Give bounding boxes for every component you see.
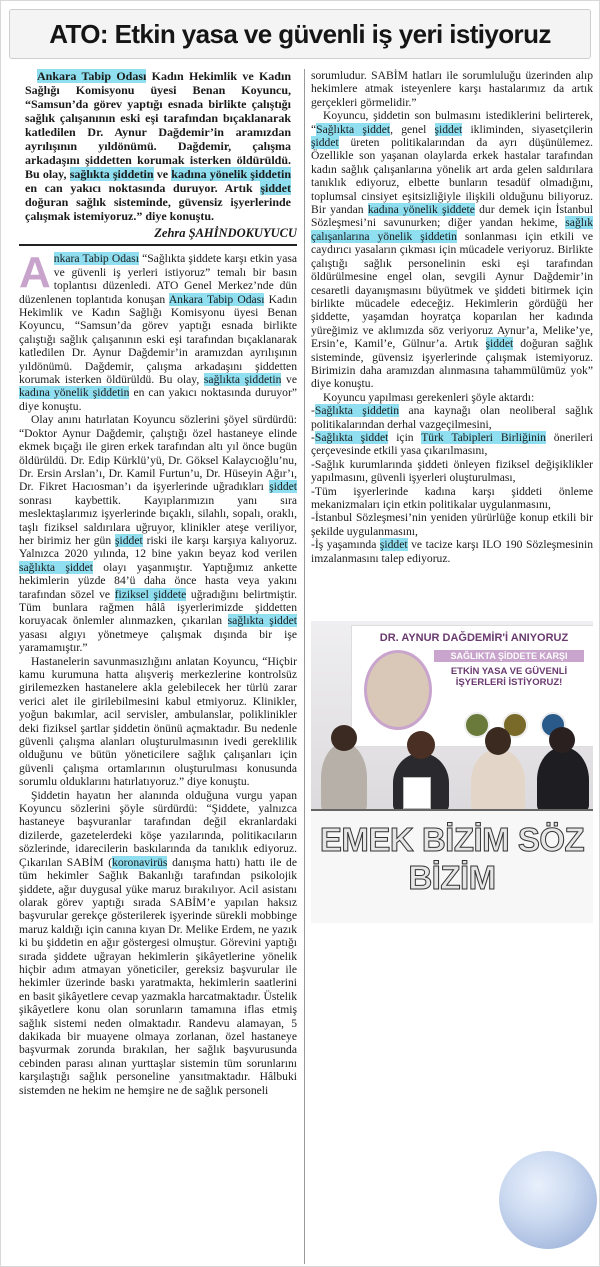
byline: Zehra ŞAHİNDOKUYUCU (154, 226, 297, 240)
body-paragraph-5: sorumludur. SABİM hatları ile sorumluluğu üzerinden alıp hekimlere atmak isteyenlere karşı hastalarımız da artık gerçekleri görmelidir.” (311, 69, 593, 109)
body-paragraph-3: Hastanelerin savunmasızlığını anlatan Koyuncu, “Hiçbir kamu kurumuna hatta alışveriş merkezlerine kontrolsüz girilemezken hastanelere akla gelebilecek her türlü zarar verici alet ile girilebilmesini kabul etmiyoruz. Klinikler, yoğun bakımlar, acil servisler, ambulanslar, poliklinikler deki fiziksel şartlar şiddetin önünü açmaktadır. Bu nedenle güvenli çalışma alanları oluşturulmasının ivedi gereklilik olduğunu ve bütün yöneticilere sağlık çalışanları için güvenli çalışma ortamlarının oluşturulması konusunda sorumlu olduklarını hatırlatıyoruz.” diye konuştu. (19, 654, 297, 789)
body-paragraph-4: Şiddetin hayatın her alanında olduğuna vurgu yapan Koyuncu sözlerini şöyle sürdürdü: “Şiddete, yalnızca hastaneye başvuranlar tarafından değil ekranlardaki dizilerde, gazetelerdeki köşe yazılarında, politikacıların sözlerinde, idarecilerin baskılarında da tanıklık ediyoruz. Çıkarılan SABİM (koronavirüs danışma hattı) hattı ile de tüm hekimler Sağlık Bakanlığı tarafından psikolojik şiddete, ağır duygusal yüke maruz bırakılıyor. Acil asistanı olarak görev yaptığı sırada SABİM’e yapılan haksız başvurular gerekçe gösterilerek işyerinde sürekli mobbinge maruz kaldığı için canına kıyan Dr. Melike Erdem, ne yazık ki bu şiddetin en ağır göstergesi olmuştur. Görevini yaptığı sırada şiddete uğrayan hekimlerin şikâyetlerine yönelik hiçbir adım atmayan yöneticiler, gereksiz başvurular ile hekimler üzerinde baskı yaratmakta, hekimlerin saatlerini en basit şikâyetlere cevap yazmakla harcatmaktadır. Üstelik şikâyetlere konu olan sorunların tamamına iflas etmiş sağlık sistemi neden olmaktadır. Randevu alamayan, 5 dakikada bir muayene olmaya zorlanan, özel hastaneye başvurmak zorunda bırakılan, her sağlık başvurusunda cebinden parası alınan yurttaşlar sistemin tüm sorunlarını karşılaştığı sağlık personeline yansıtmaktadır. Hâlbuki sistemden ne hekim ne hemşire ne de sağlık personeli (19, 788, 297, 1097)
lead-highlight: Ankara Tabip Odası (37, 69, 147, 83)
list-item: -Sağlıkta şiddetin ana kaynağı olan neoliberal sağlık politikalarından derhal vazgeçilmesini, (311, 404, 593, 431)
list-item: -İş yaşamında şiddet ve tacize karşı ILO 190 Sözleşmesinin imzalanmasını talep ediyoruz. (311, 538, 593, 565)
portrait-image (364, 650, 432, 730)
column-divider (304, 69, 305, 1264)
list-item: -Sağlıkta şiddet için Türk Tabipleri Birliğinin önerileri çerçevesinde etkili yasa çıkarılmasını, (311, 430, 593, 458)
decorative-sphere (499, 1151, 597, 1249)
table-banner-text: EMEK BİZİM SÖZ BİZİM (319, 821, 585, 896)
drop-cap: A (19, 248, 51, 298)
headline-box (9, 9, 591, 59)
press-conference-photo (311, 621, 593, 923)
banner-title: DR. AYNUR DAĞDEMİR'İ ANIYORUZ (379, 632, 569, 644)
right-column (311, 69, 593, 629)
banner-slogan: ETKİN YASA VE GÜVENLİ İŞYERLERİ İSTİYORUZ! (450, 666, 568, 688)
body-paragraph-1: Ankara Tabip Odası “Sağlıkta şiddete karşı etkin yasa ve güvenli iş yerleri istiyoruz” temalı bir basın toplantısı düzenledi. ATO Genel Merkez’nde dün düzenlenen toplantıda konuşan Ankara Tabip Odası Kadın Hekimlik ve Kadın Sağlığı Komisyonu üyesi Benan Koyuncu, “Samsun’da görev yaptığı esnada birlikte çalıştığı sağlık çalışanının eski eşi tarafından bıçaklanarak katledilen Dr. Aynur Dağdemir’in aramızdan ayrılışının yıldönümü. Dağdemir, çalışma arkadaşını şiddetten korumak isterken öldürüldü. Bu olay, sağlıkta şiddetin ve kadına yönelik şiddetin en can yakıcı noktasında duruyor” diye konuştu. (19, 248, 297, 413)
body-paragraph-6: Koyuncu, şiddetin son bulmasını istediklerini belirterek, “Sağlıkta şiddet, genel şiddet ikliminden, siyasetçilerin şiddet üreten politikalarından da ayrı düşünülemez. Özellikle son yaşanan olaylarda erkek hastalar tarafından kadın sağlık çalışanlarına yönelik art arda gelen saldırılara tanıklık ediyoruz, elbette bunların tesadüf olmadığını, toplumsal cinsiyet eşitsizliğiyle ilişkili olduğunu biliyoruz. Bir yandan kadına yönelik şiddete dur demek için İstanbul Sözleşmesi’ni savunurken; diğer yandan hekime, sağlık çalışanlarına yönelik şiddetin sonlanması için etkili ve caydırıcı yasaların çıkması için mücadele veriyoruz. Birlikte çalıştığı sağlık personelinin eski eşi tarafından öldürülmesine engel olan, sevgili Aynur Dağdemir’in cesaretli dayanışmasını büyütmek ve şiddeti bitirmek için birlikte mücadele edeceğiz. Hekimlerin gördüğü her şiddette, yaşamdan hoyratça koparılan her kadında yüreğimiz ve aklımızda söz veriyoruz Aynur’a, Melike’ye, Ersin’e, Kamil’e, Gülnur’a. Artık şiddet doğuran sağlık sisteminde, güvensiz işyerlerinde çalışmak istemiyoruz. Birimizin daha aramızdan alınmasına tahammülümüz yok” diye konuştu. (311, 109, 593, 391)
person-figure (321, 743, 367, 813)
lead-paragraph: Ankara Tabip Odası Kadın Hekimlik ve Kadın Sağlığı Komisyonu üyesi Benan Koyuncu, “Samsun’da görev yaptığı esnada birlikte çalıştığı sağlık çalışanının eski eşi tarafından bıçaklanarak katledilen Dr. Aynur Dağdemir’in aramızdan ayrılışının yıldönümü. Dağdemir, çalışma arkadaşını şiddetten korumak isterken öldürüldü. Bu olay, sağlıkta şiddetin ve kadına yönelik şiddetin en can yakıcı noktasında duruyor. Artık şiddet doğuran sağlık sisteminde, güvensiz işyerlerinde çalışmak istemiyoruz.” diye konuştu. (25, 69, 291, 223)
left-column (19, 69, 297, 1264)
demands-list (311, 404, 593, 565)
list-item: -Tüm işyerlerinde kadına karşı şiddeti önleme mekanizmaları için etkin politikalar uygulanmasını, (311, 484, 593, 511)
person-figure (537, 747, 589, 813)
body-paragraph-7: Koyuncu yapılması gerekenleri şöyle aktardı: (323, 390, 535, 404)
person-head (549, 727, 575, 753)
headline: ATO: Etkin yasa ve güvenli iş yeri istiyoruz (49, 18, 551, 49)
list-item: -Sağlık kurumlarında şiddeti önleyen fiziksel değişiklikler yapılmasını, güvenli işyerleri oluşturulması, (311, 457, 593, 485)
byline-rule (19, 244, 297, 246)
list-item: -İstanbul Sözleşmesi’nin yeniden yürürlüğe konup etkili bir şekilde uygulanmasını, (311, 511, 593, 538)
person-head (485, 727, 511, 755)
person-head (331, 725, 357, 751)
person-figure (471, 749, 525, 813)
banner-subtitle: SAĞLIKTA ŞİDDETE KARŞI (434, 650, 584, 662)
paper-sheet (403, 777, 431, 809)
body-paragraph-2: Olay anını hatırlatan Koyuncu sözlerini şöyel sürdürdü: “Doktor Aynur Dağdemir, çalıştığı özel hastaneye elinde ekmek bıçağı ile giren erkek tarafından altı yıl önce bugün öldürüldü. Dr. Edip Kürklü’yü, Dr. Göksel Kalaycıoğlu’nu, Dr. Ersin Arslan’ı, Dr. Kamil Furtun’u, Dr. Hüseyin Ağır’ı, Dr. Fikret Hacıosman’ı da işyerlerinde uğradıkları şiddet sonrası kaybettik. Kayıplarımızın yanı sıra meslektaşlarımız işyerlerinde bıçaklı, silahlı, sopalı, oraklı, taşlı fiziksel saldırılara uğruyor, klinikler ateşe veriliyor, her birimiz her gün şiddet riski ile karşı karşıya kalıyoruz. Yalnızca 2020 yılında, 12 bine yakın beyaz kod verilen sağlıkta şiddet olayı yaşanmıştır. Yaptığımız ankette hekimlerin yüzde 84’ü daha önce hasta veya yakını tarafından sözel ve fiziksel şiddete uğradığını belirtmiştir. Tüm bunlara rağmen hâlâ işyerlerimizde şiddetten koruyacak önlemler alınmazken, çıkarılan sağlıkta şiddet yasası algıyı yönetmeye çalışmak dışında bir işe yaramamıştır.” (19, 413, 297, 655)
person-head (407, 731, 435, 759)
